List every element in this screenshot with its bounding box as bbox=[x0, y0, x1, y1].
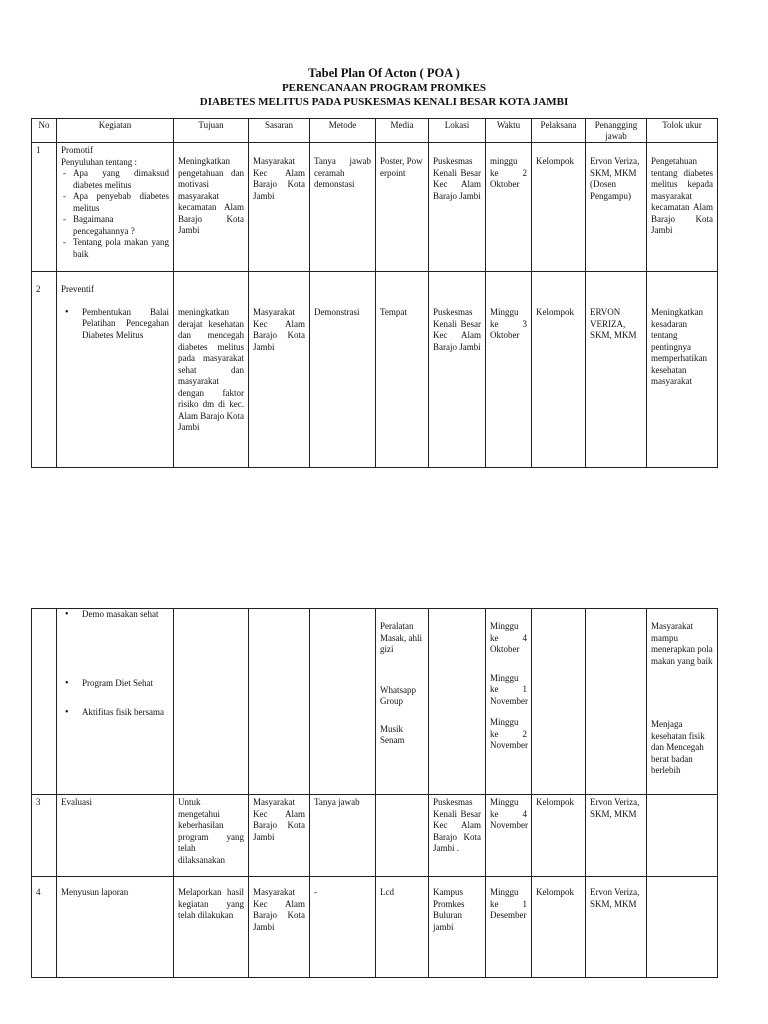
waktu-item: Minggu ke 4 Oktober bbox=[490, 621, 527, 654]
header-cell: Penangging jawab bbox=[586, 119, 647, 143]
header-cell: Media bbox=[376, 119, 429, 143]
header-cell: Pelaksana bbox=[532, 119, 586, 143]
list-item: - Apa yang dimaksud diabetes melitus bbox=[61, 168, 169, 191]
poa-table-page-1 bbox=[31, 118, 718, 468]
kegiatan-list bbox=[61, 168, 169, 260]
table-row bbox=[32, 143, 718, 272]
kegiatan-bullet-item: • Aktifitas fisik bersama bbox=[61, 707, 169, 719]
waktu-item: Minggu ke 2 November bbox=[490, 717, 528, 750]
cell-no: 3 bbox=[32, 795, 57, 877]
kegiatan-title: Preventif bbox=[61, 284, 94, 294]
list-item: - Bagaimana pencegahannya ? bbox=[61, 214, 169, 237]
cell-pelaksana: Kelompok bbox=[532, 795, 586, 877]
kegiatan-bullet-item: • Program Diet Sehat bbox=[61, 678, 169, 690]
cell-waktu: minggu ke 2 Oktober bbox=[486, 143, 532, 272]
cell-sasaran: Masyarakat Kec Alam Barajo Kota Jambi bbox=[249, 795, 310, 877]
cell-pelaksana: Kelompok bbox=[532, 143, 586, 272]
cell-metode bbox=[310, 609, 376, 795]
kegiatan-title: Promotif bbox=[61, 145, 94, 155]
cell-penanggung-jawab: ERVON VERIZA, SKM, MKM bbox=[586, 272, 647, 468]
kegiatan-subtitle: Penyuluhan tentang : bbox=[61, 156, 137, 167]
cell-waktu: Minggu ke 3 Oktober bbox=[486, 272, 532, 468]
cell-sasaran: Masyarakat Kec Alam Barajo Kota Jambi bbox=[249, 877, 310, 978]
header-cell: Kegiatan bbox=[57, 119, 174, 143]
cell-tujuan: Melaporkan hasil kegiatan yang telah dilakukan bbox=[174, 877, 249, 978]
header-cell: Lokasi bbox=[429, 119, 486, 143]
list-item: - Tentang pola makan yang baik bbox=[61, 237, 169, 260]
cell-tolok-ukur bbox=[647, 877, 718, 978]
cell-lokasi: Puskesmas Kenali Besar Kec Alam Barajo Jambi bbox=[429, 272, 486, 468]
header-cell: No bbox=[32, 119, 57, 143]
cell-waktu: Minggu ke 4 November bbox=[486, 795, 532, 877]
cell-penanggung-jawab bbox=[586, 609, 647, 795]
cell-media: Poster, Powerpoint bbox=[376, 143, 429, 272]
media-item: Whatsapp Group bbox=[380, 684, 416, 706]
media-item: Peralatan Masak, ahli gizi bbox=[380, 621, 422, 654]
table-header-row bbox=[32, 119, 718, 143]
cell-tolok-ukur bbox=[647, 795, 718, 877]
cell-media: Tempat bbox=[376, 272, 429, 468]
cell-sasaran: Masyarakat Kec Alam Barajo Kota Jambi bbox=[249, 272, 310, 468]
cell-waktu: Minggu ke 1 Desember bbox=[486, 877, 532, 978]
cell-media bbox=[376, 609, 429, 795]
cell-kegiatan bbox=[57, 143, 174, 272]
cell-pelaksana: Kelompok bbox=[532, 877, 586, 978]
cell-tujuan: meningkatkan derajat kesehatan dan mencegah diabetes melitus pada masyarakat sehat dan masyarakat dengan faktor risiko dm di kec. Alam Barajo Kota Jambi bbox=[174, 272, 249, 468]
table-row bbox=[32, 877, 718, 978]
header-cell: Metode bbox=[310, 119, 376, 143]
cell-metode: Demonstrasi bbox=[310, 272, 376, 468]
cell-metode: Tanya jawab bbox=[310, 795, 376, 877]
document-subtitle: PERENCANAAN PROGRAM PROMKES bbox=[281, 82, 487, 94]
cell-tolok-ukur: Pengetahuan tentang diabetes melitus kepada masyarakat kecamatan Alam Barajo Kota Jambi bbox=[647, 143, 718, 272]
cell-lokasi: Puskesmas Kenali Besar Kec Alam Barajo Jambi bbox=[429, 143, 486, 272]
poa-table-page-2 bbox=[31, 608, 718, 978]
waktu-item: Minggu ke 1 November bbox=[490, 672, 528, 706]
cell-metode: - bbox=[310, 877, 376, 978]
cell-kegiatan bbox=[57, 609, 174, 795]
document-titles bbox=[0, 66, 768, 109]
cell-lokasi bbox=[429, 609, 486, 795]
list-item: - Apa penyebab diabetes melitus bbox=[61, 191, 169, 214]
kegiatan-bullet-item: • Demo masakan sehat bbox=[61, 609, 169, 621]
cell-no: 1 bbox=[32, 143, 57, 272]
cell-no: 2 bbox=[32, 272, 57, 468]
cell-kegiatan bbox=[57, 272, 174, 468]
cell-penanggung-jawab: Ervon Veriza, SKM, MKM bbox=[586, 795, 647, 877]
cell-tujuan: Meningkatkan pengetahuan dan motivasi masyarakat kecamatan Alam Barajo Kota Jambi bbox=[174, 143, 249, 272]
cell-pelaksana: Kelompok bbox=[532, 272, 586, 468]
cell-lokasi: Puskesmas Kenali Besar Kec Alam Barajo Kota Jambi . bbox=[429, 795, 486, 877]
cell-no: 4 bbox=[32, 877, 57, 978]
cell-sasaran: Masyarakat Kec Alam Barajo Kota Jambi bbox=[249, 143, 310, 272]
cell-metode: Tanya jawab ceramah demonstasi bbox=[310, 143, 376, 272]
header-cell: Sasaran bbox=[249, 119, 310, 143]
tolok-item: Masyarakat mampu menerapkan pola makan yang baik bbox=[651, 621, 713, 666]
cell-media bbox=[376, 795, 429, 877]
kegiatan-bullet-item: • Pembentukan Balai Pelatihan Pencegahan Diabetes Melitus bbox=[61, 307, 169, 342]
header-cell: Waktu bbox=[486, 119, 532, 143]
table-row bbox=[32, 272, 718, 468]
document-title: Tabel Plan Of Acton ( POA ) bbox=[308, 66, 460, 80]
cell-tujuan bbox=[174, 609, 249, 795]
cell-pelaksana bbox=[532, 609, 586, 795]
cell-tolok-ukur bbox=[647, 609, 718, 795]
cell-sasaran bbox=[249, 609, 310, 795]
table-row bbox=[32, 609, 718, 795]
tolok-item: Menjaga kesehatan fisik dan Mencegah berat badan berlebih bbox=[651, 719, 705, 775]
cell-media: Lcd bbox=[376, 877, 429, 978]
media-item: Musik Senam bbox=[380, 723, 405, 745]
cell-no bbox=[32, 609, 57, 795]
header-cell: Tolok ukur bbox=[647, 119, 718, 143]
document-subtitle-2: DIABETES MELITUS PADA PUSKESMAS KENALI BESAR KOTA JAMBI bbox=[199, 96, 569, 108]
cell-waktu bbox=[486, 609, 532, 795]
cell-kegiatan: Menyusun laporan bbox=[57, 877, 174, 978]
cell-kegiatan: Evaluasi bbox=[57, 795, 174, 877]
cell-lokasi: Kampus Promkes Buluran jambi bbox=[429, 877, 486, 978]
cell-tujuan: Untuk mengetahui keberhasilan program yang telah dilaksanakan bbox=[174, 795, 249, 877]
header-cell: Tujuan bbox=[174, 119, 249, 143]
cell-tolok-ukur: Meningkatkan kesadaran tentang pentingnya memperhatikan kesehatan masyarakat bbox=[647, 272, 718, 468]
table-row bbox=[32, 795, 718, 877]
cell-penanggung-jawab: Ervon Veriza, SKM, MKM bbox=[586, 877, 647, 978]
cell-penanggung-jawab: Ervon Veriza, SKM, MKM (Dosen Pengampu) bbox=[586, 143, 647, 272]
